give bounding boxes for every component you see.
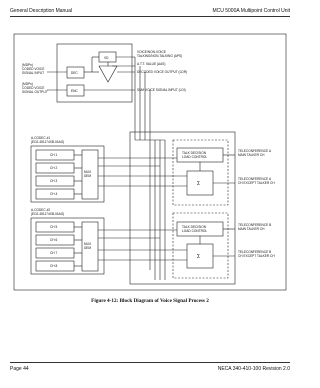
ch5-label: CH 5	[50, 225, 58, 229]
codec2-box	[31, 218, 104, 274]
header-manual-title: General Description Manual	[10, 8, 72, 14]
ch8-label: CH 8	[50, 264, 58, 268]
coded-output-label-3: SIGNAL OUTPUT	[22, 90, 48, 94]
voice-nonvoice-label-1: VOICE/NON-VOICE	[137, 50, 166, 54]
codec1-label-1: A-CODEC #1	[31, 136, 51, 140]
output-b-except-2: CH EXCEPT TALKER CH	[238, 254, 275, 258]
ch4-label: CH 4	[50, 192, 58, 196]
talk-decision-a-label-2: LOAD CONTROL	[182, 155, 208, 159]
coded-input-label-2: CODED VOICE	[22, 67, 45, 71]
header-product-title: MCU 5000A Multipoint Control Unit	[212, 8, 290, 14]
attenuator-triangle	[99, 66, 117, 82]
footer-page-number: Page 44	[10, 366, 29, 372]
talk-decision-b-label-2: LOAD CONTROL	[182, 229, 208, 233]
ch7-label: CH 7	[50, 251, 58, 255]
output-a-except-1: TELECONFERENCE A	[238, 177, 272, 181]
mux1-label-1: MUX	[84, 170, 92, 174]
sigma-a-symbol: Σ	[197, 181, 201, 187]
ch6-label: CH 6	[50, 238, 58, 242]
talk-decision-a-label-1: TALK DECISION	[182, 151, 207, 155]
output-a-main-1: TELECONFERENCE A	[238, 149, 272, 153]
coded-input-label-3: SIGNAL INPUT	[22, 71, 45, 75]
att-value-label: A.T.T. VALUE (AAS)	[137, 62, 166, 66]
output-b-main-2: MAIN TALKER CH	[238, 227, 265, 231]
sum-input-label: SUM VOICE SIGNAL INPUT (LDI)	[137, 88, 186, 92]
dec-label: DEC	[71, 71, 78, 75]
mux2-label-1: MUX	[84, 242, 92, 246]
output-b-except-1: TELECONFERENCE B	[238, 250, 272, 254]
voice-nonvoice-label-2: TALKING/NON-TALKING (APS)	[137, 54, 183, 58]
decoded-output-label: DECODED VOICE OUTPUT (LDR)	[137, 70, 188, 74]
enc-label: ENC	[71, 89, 78, 93]
ch3-label: CH 3	[50, 179, 58, 183]
ch2-label: CH 2	[50, 166, 58, 170]
talk-decision-b-label-1: TALK DECISION	[182, 225, 207, 229]
top-section-box	[57, 44, 132, 102]
coded-input-label-1: (MDPn)	[22, 63, 33, 67]
output-a-main-2: MAIN TALKER CH	[238, 153, 265, 157]
figure-caption: Figure 4-12: Block Diagram of Voice Signal Process 2	[91, 298, 209, 304]
codec2-label-2: (ED2-451174XB-04AG)	[31, 212, 65, 216]
ch1-label: CH 1	[50, 153, 58, 157]
vd-label: VD	[104, 56, 109, 60]
codec1-box	[31, 146, 104, 202]
coded-output-label-1: (MDPn)	[22, 82, 33, 86]
mux1-label-2: DEM	[84, 174, 92, 178]
coded-output-label-2: CODED VOICE	[22, 86, 45, 90]
output-a-except-2: CH EXCEPT TALKER CH	[238, 181, 275, 185]
footer-doc-id: NECA 340-410-100 Revision 2.0	[217, 366, 290, 372]
codec2-label-1: A-CODEC #2	[31, 208, 51, 212]
sigma-b-symbol: Σ	[197, 254, 201, 260]
codec1-label-2: (ED2-451174XB-04AG)	[31, 140, 65, 144]
output-b-main-1: TELECONFERENCE B	[238, 223, 272, 227]
mux2-label-2: DEM	[84, 246, 92, 250]
footer-rule	[10, 362, 290, 363]
